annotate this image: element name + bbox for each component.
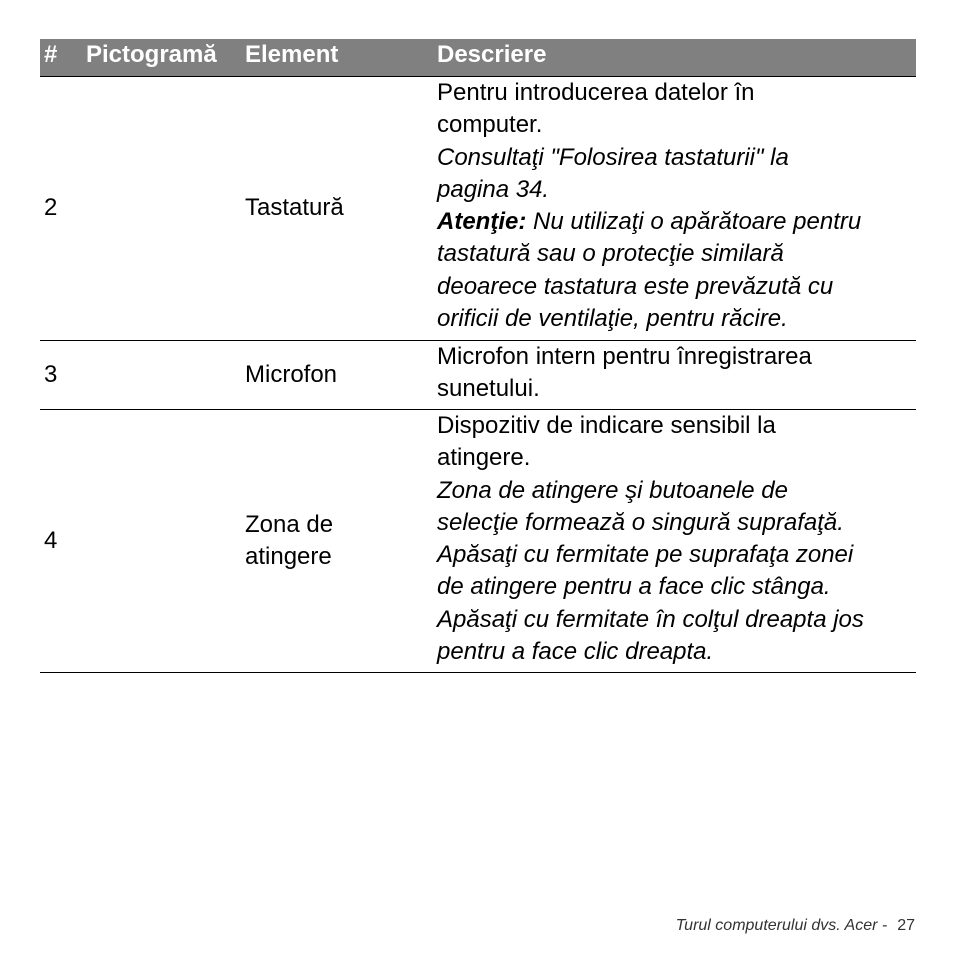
component-table: [40, 39, 916, 673]
row-element: Microfon: [245, 360, 338, 388]
header-number: #: [44, 41, 58, 68]
header-icon: Pictogramă: [86, 41, 217, 68]
header-element: Element: [245, 41, 339, 68]
table-row: [40, 77, 916, 341]
table-row: [40, 410, 916, 673]
row-number: 4: [44, 526, 58, 554]
page-footer: [676, 917, 915, 935]
page-number: 27: [897, 917, 915, 934]
row-element: Tastatură: [245, 194, 344, 222]
row-number: 2: [44, 194, 58, 222]
row-description: Pentru introducerea datelor în computer. Consultaţi "Folosirea tastaturii" la pagina 34. Atenţie: Nu utilizaţi o apărătoare pentru tastatură sau o protecţie similară deoarece tastatura este prevăzută cu orificii de ventilaţie, pentru răcire.: [437, 79, 862, 333]
table-header: [40, 39, 916, 77]
footer-title: Turul computerului dvs. Acer -: [675, 917, 888, 934]
table-row: [40, 341, 916, 410]
row-description: Dispozitiv de indicare sensibil la atingere. Zona de atingere şi butoanele de selecţie formează o singură suprafaţă. Apăsaţi cu fermitate pe suprafaţa zonei de atingere pentru a face clic stânga. Apăsaţi cu fermitate în colţul dreapta jos pentru a face clic dreapta.: [437, 412, 864, 666]
header-description: Descriere: [437, 41, 547, 68]
row-description: Microfon intern pentru înregistrarea sunetului.: [437, 343, 812, 403]
row-number: 3: [44, 360, 58, 388]
row-element: Zona de atingere: [245, 510, 334, 570]
warning-label: Atenţie:: [437, 208, 527, 236]
